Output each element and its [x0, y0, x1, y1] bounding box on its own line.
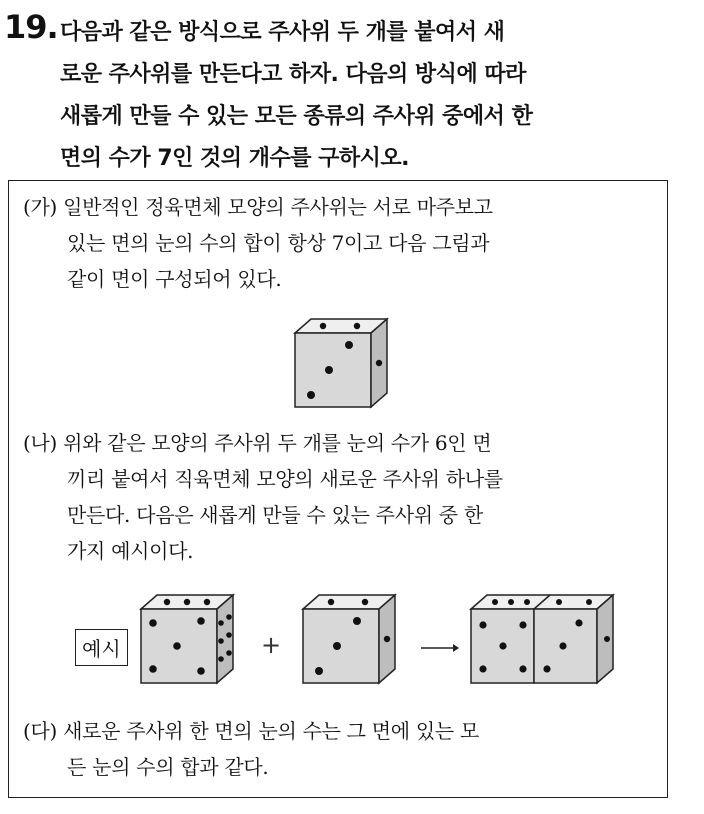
condition-ga	[23, 189, 663, 297]
joined-dice-icon	[467, 593, 617, 692]
conditions-box	[8, 180, 668, 798]
condition-line: (가) 일반적인 정육면체 모양의 주사위는 서로 마주보고	[23, 195, 493, 219]
question-number: 19.	[4, 8, 58, 46]
condition-line: 있는 면의 눈의 수의 합이 항상 7이고 다음 그림과	[67, 231, 490, 255]
question-stem	[60, 12, 680, 180]
condition-line: 만든다. 다음은 새롭게 만들 수 있는 주사위 중 한	[67, 503, 483, 527]
die-example-icon	[137, 593, 237, 692]
stem-line: 면의 수가 7인 것의 개수를 구하시오.	[60, 146, 409, 171]
stem-line: 새롭게 만들 수 있는 모든 종류의 주사위 중에서 한	[60, 104, 533, 129]
stem-line: 다음과 같은 방식으로 주사위 두 개를 붙여서 새	[60, 20, 505, 45]
condition-line: (나) 위와 같은 모양의 주사위 두 개를 눈의 수가 6인 면	[23, 431, 492, 455]
stem-line: 로운 주사위를 만든다고 하자. 다음의 방식에 따라	[60, 62, 526, 87]
condition-line: 같이 면이 구성되어 있다.	[67, 267, 282, 291]
condition-na	[23, 425, 663, 569]
condition-da	[23, 713, 663, 785]
condition-line: 든 눈의 수의 합과 같다.	[67, 755, 269, 779]
die-example-icon	[299, 593, 399, 692]
arrow-icon	[419, 641, 459, 660]
condition-line: (다) 새로운 주사위 한 면의 눈의 수는 그 면에 있는 모	[23, 719, 479, 743]
condition-line: 가지 예시이다.	[67, 539, 194, 563]
example-label: 예시	[75, 629, 128, 666]
plus-sign: +	[261, 631, 282, 659]
condition-line: 끼리 붙여서 직육면체 모양의 새로운 주사위 하나를	[67, 467, 503, 491]
die-icon	[291, 317, 391, 416]
